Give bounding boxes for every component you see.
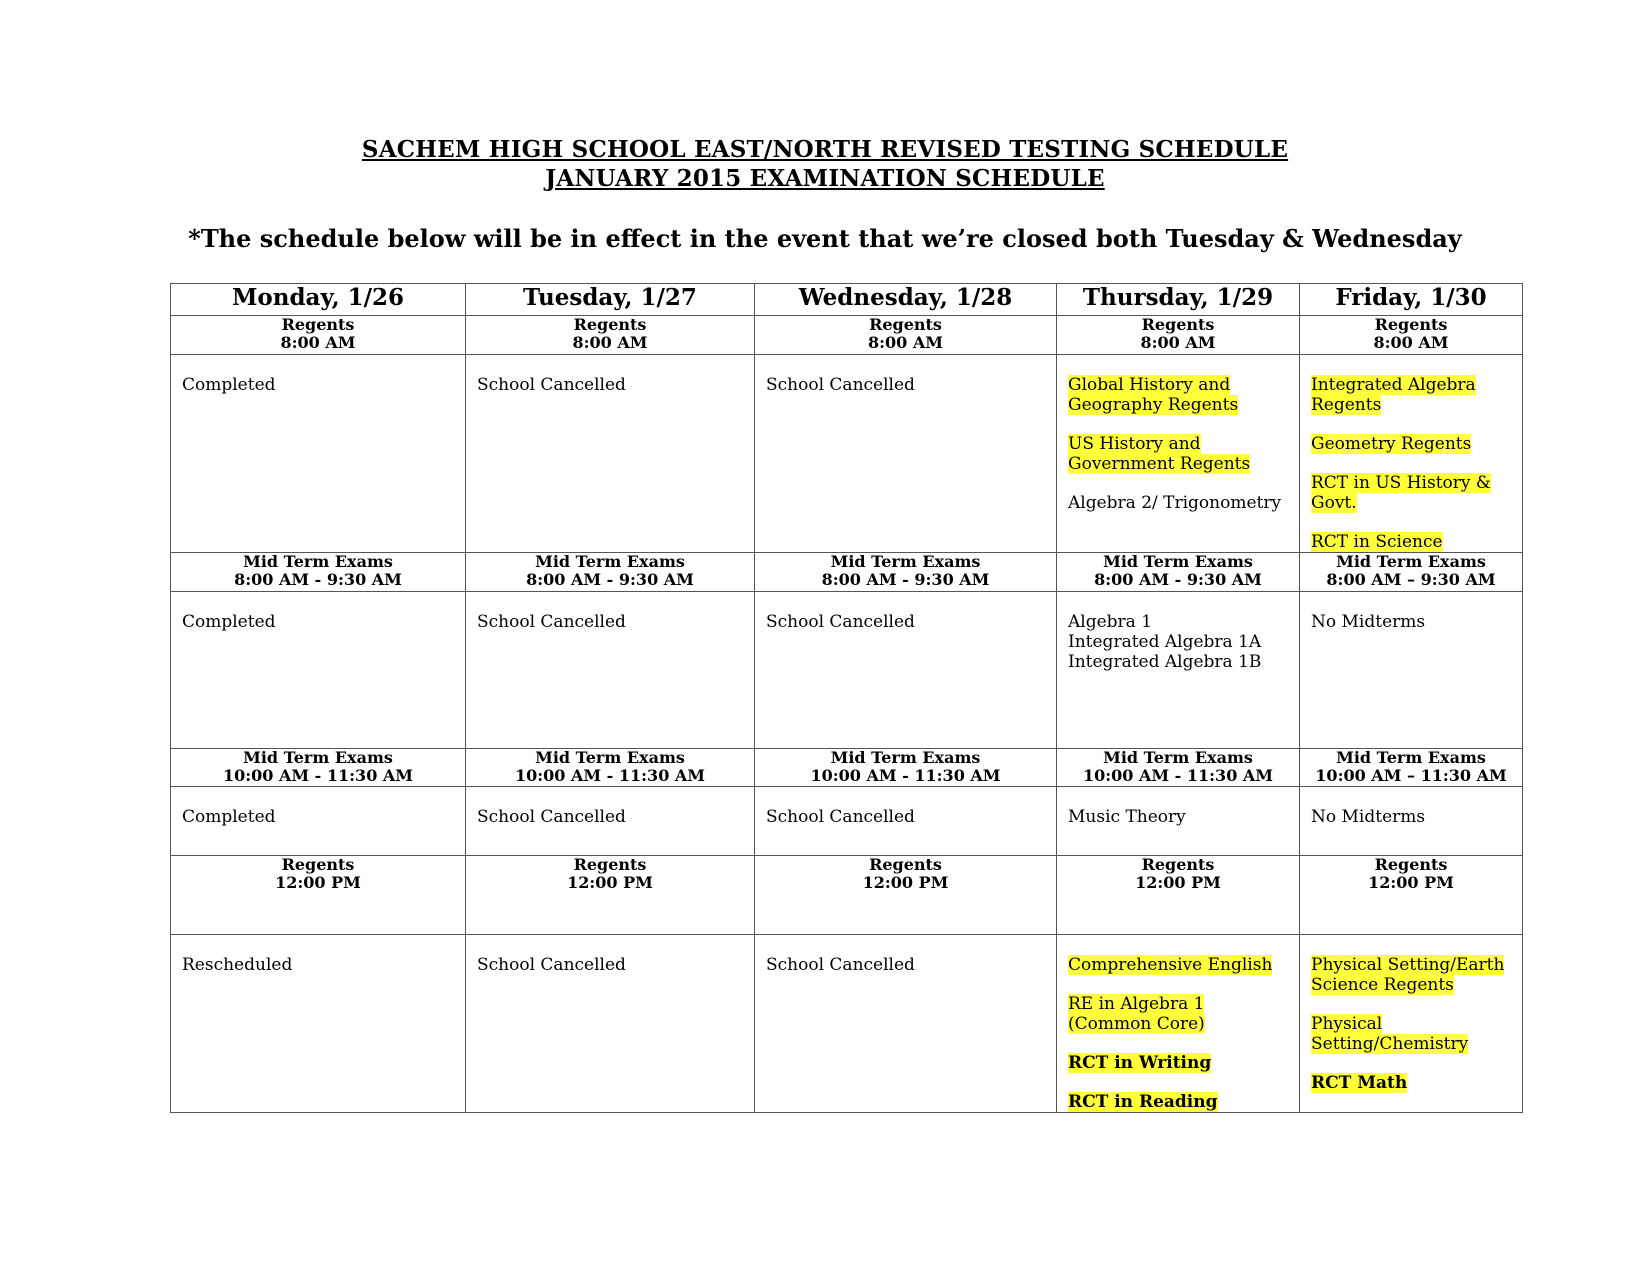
slot-time: 8:00 AM bbox=[572, 333, 648, 352]
cell-friday bbox=[1300, 787, 1523, 856]
cell-friday bbox=[1300, 592, 1523, 749]
slot-time: 8:00 AM - 9:30 AM bbox=[821, 570, 990, 589]
exam-entry: Completed bbox=[182, 375, 276, 395]
cell-tuesday bbox=[466, 935, 755, 1113]
slot-type: Regents bbox=[1141, 315, 1215, 334]
exam-entry: RCT in Reading bbox=[1068, 1092, 1218, 1112]
exam-entry: US History and Government Regents bbox=[1068, 434, 1251, 474]
content-row-midterm-early bbox=[171, 592, 1523, 749]
cell-thursday bbox=[1057, 935, 1300, 1113]
cell-wednesday bbox=[755, 787, 1057, 856]
cell-wednesday bbox=[755, 592, 1057, 749]
slot-time: 12:00 PM bbox=[275, 873, 361, 892]
slot-header bbox=[466, 316, 755, 355]
exam-entry: Integrated Algebra Regents bbox=[1311, 375, 1476, 415]
exam-entry: Completed bbox=[182, 807, 276, 827]
slot-header bbox=[1057, 316, 1300, 355]
slot-type: Mid Term Exams bbox=[1103, 748, 1253, 767]
slot-time: 10:00 AM – 11:30 AM bbox=[1315, 766, 1507, 785]
exam-entry: RCT in Science bbox=[1311, 532, 1443, 552]
day-header-wednesday: Wednesday, 1/28 bbox=[755, 284, 1057, 316]
slot-header bbox=[1300, 856, 1523, 935]
slot-header bbox=[466, 553, 755, 592]
slot-type: Regents bbox=[281, 315, 355, 334]
slot-row-regents-afternoon bbox=[171, 856, 1523, 935]
exam-entry: Comprehensive English bbox=[1068, 955, 1273, 975]
slot-time: 8:00 AM – 9:30 AM bbox=[1326, 570, 1496, 589]
exam-entry: RE in Algebra 1 (Common Core) bbox=[1068, 994, 1205, 1034]
exam-entry: School Cancelled bbox=[477, 612, 626, 632]
slot-type: Mid Term Exams bbox=[243, 748, 393, 767]
slot-time: 10:00 AM - 11:30 AM bbox=[1082, 766, 1274, 785]
slot-row-midterm-early bbox=[171, 553, 1523, 592]
exam-entry: No Midterms bbox=[1311, 807, 1426, 827]
exam-entry: Music Theory bbox=[1068, 807, 1186, 827]
cell-monday bbox=[171, 787, 466, 856]
exam-entry: Physical Setting/Earth Science Regents bbox=[1311, 955, 1505, 995]
slot-header bbox=[1300, 553, 1523, 592]
slot-time: 8:00 AM bbox=[1140, 333, 1216, 352]
exam-entry: Geometry Regents bbox=[1311, 434, 1472, 454]
content-row-midterm-late bbox=[171, 787, 1523, 856]
slot-header bbox=[1300, 749, 1523, 787]
slot-header bbox=[1057, 553, 1300, 592]
cell-tuesday bbox=[466, 355, 755, 553]
exam-entry: School Cancelled bbox=[477, 807, 626, 827]
slot-type: Mid Term Exams bbox=[1103, 552, 1253, 571]
slot-time: 12:00 PM bbox=[567, 873, 653, 892]
slot-time: 8:00 AM - 9:30 AM bbox=[1094, 570, 1262, 589]
exam-schedule-table bbox=[170, 283, 1523, 1113]
slot-header bbox=[171, 553, 466, 592]
slot-time: 8:00 AM bbox=[280, 333, 356, 352]
slot-type: Regents bbox=[1374, 855, 1448, 874]
cell-friday bbox=[1300, 355, 1523, 553]
slot-type: Mid Term Exams bbox=[243, 552, 393, 571]
slot-header bbox=[755, 316, 1057, 355]
exam-entry: Algebra 1 bbox=[1068, 612, 1153, 632]
exam-entry: No Midterms bbox=[1311, 612, 1426, 632]
content-row-regents-afternoon bbox=[171, 935, 1523, 1113]
exam-entry: RCT in US History & Govt. bbox=[1311, 473, 1492, 513]
schedule-notice: *The schedule below will be in effect in the event that we’re closed both Tuesday & Wednesday bbox=[188, 224, 1462, 253]
slot-header bbox=[755, 749, 1057, 787]
slot-time: 8:00 AM - 9:30 AM bbox=[234, 570, 402, 589]
exam-entry: School Cancelled bbox=[766, 612, 915, 632]
day-header-friday: Friday, 1/30 bbox=[1300, 284, 1523, 316]
slot-time: 12:00 PM bbox=[1135, 873, 1221, 892]
exam-entry: Physical Setting/Chemistry bbox=[1311, 1014, 1469, 1054]
slot-type: Regents bbox=[573, 855, 647, 874]
slot-row-regents-morning bbox=[171, 316, 1523, 355]
exam-entry: School Cancelled bbox=[477, 375, 626, 395]
exam-entry: Integrated Algebra 1A bbox=[1068, 632, 1262, 652]
slot-time: 12:00 PM bbox=[1368, 873, 1454, 892]
exam-entry: Algebra 2/ Trigonometry bbox=[1068, 493, 1282, 513]
slot-type: Mid Term Exams bbox=[1336, 748, 1486, 767]
exam-entry: School Cancelled bbox=[477, 955, 626, 975]
exam-entry: RCT Math bbox=[1311, 1073, 1408, 1093]
day-header-thursday: Thursday, 1/29 bbox=[1057, 284, 1300, 316]
cell-wednesday bbox=[755, 355, 1057, 553]
slot-type: Regents bbox=[573, 315, 647, 334]
exam-entry: Global History and Geography Regents bbox=[1068, 375, 1239, 415]
slot-type: Regents bbox=[869, 315, 942, 334]
slot-type: Mid Term Exams bbox=[830, 748, 981, 767]
slot-header bbox=[171, 316, 466, 355]
exam-entry: RCT in Writing bbox=[1068, 1053, 1212, 1073]
cell-tuesday bbox=[466, 787, 755, 856]
slot-type: Regents bbox=[1374, 315, 1448, 334]
slot-time: 8:00 AM bbox=[868, 333, 943, 352]
slot-header bbox=[171, 856, 466, 935]
slot-time: 8:00 AM - 9:30 AM bbox=[526, 570, 694, 589]
slot-header bbox=[1057, 856, 1300, 935]
day-header-tuesday: Tuesday, 1/27 bbox=[466, 284, 755, 316]
slot-type: Mid Term Exams bbox=[535, 748, 685, 767]
slot-time: 10:00 AM - 11:30 AM bbox=[810, 766, 1001, 785]
cell-monday bbox=[171, 935, 466, 1113]
exam-entry: School Cancelled bbox=[766, 375, 915, 395]
slot-time: 10:00 AM - 11:30 AM bbox=[222, 766, 414, 785]
exam-entry: School Cancelled bbox=[766, 955, 915, 975]
cell-tuesday bbox=[466, 592, 755, 749]
slot-header bbox=[171, 749, 466, 787]
cell-friday bbox=[1300, 935, 1523, 1113]
slot-header bbox=[1057, 749, 1300, 787]
cell-monday bbox=[171, 592, 466, 749]
cell-wednesday bbox=[755, 935, 1057, 1113]
day-header-row bbox=[171, 284, 1523, 316]
slot-time: 10:00 AM - 11:30 AM bbox=[514, 766, 706, 785]
exam-entry: Integrated Algebra 1B bbox=[1068, 652, 1262, 672]
slot-header bbox=[755, 856, 1057, 935]
document-title: SACHEM HIGH SCHOOL EAST/NORTH REVISED TESTING SCHEDULE bbox=[361, 136, 1289, 163]
slot-time: 12:00 PM bbox=[862, 873, 949, 892]
slot-header bbox=[466, 856, 755, 935]
slot-type: Mid Term Exams bbox=[535, 552, 685, 571]
exam-entry: Completed bbox=[182, 612, 276, 632]
slot-header bbox=[1300, 316, 1523, 355]
slot-row-midterm-late bbox=[171, 749, 1523, 787]
slot-header bbox=[755, 553, 1057, 592]
slot-type: Mid Term Exams bbox=[1336, 552, 1486, 571]
day-header-monday: Monday, 1/26 bbox=[171, 284, 466, 316]
cell-monday bbox=[171, 355, 466, 553]
slot-type: Regents bbox=[281, 855, 355, 874]
cell-thursday bbox=[1057, 592, 1300, 749]
slot-type: Mid Term Exams bbox=[830, 552, 981, 571]
cell-thursday bbox=[1057, 787, 1300, 856]
cell-thursday bbox=[1057, 355, 1300, 553]
slot-header bbox=[466, 749, 755, 787]
slot-type: Regents bbox=[1141, 855, 1215, 874]
content-row-regents-morning bbox=[171, 355, 1523, 553]
exam-entry: Rescheduled bbox=[182, 955, 293, 975]
slot-type: Regents bbox=[869, 855, 942, 874]
exam-entry: School Cancelled bbox=[766, 807, 915, 827]
slot-time: 8:00 AM bbox=[1373, 333, 1449, 352]
document-subtitle: JANUARY 2015 EXAMINATION SCHEDULE bbox=[545, 165, 1105, 192]
